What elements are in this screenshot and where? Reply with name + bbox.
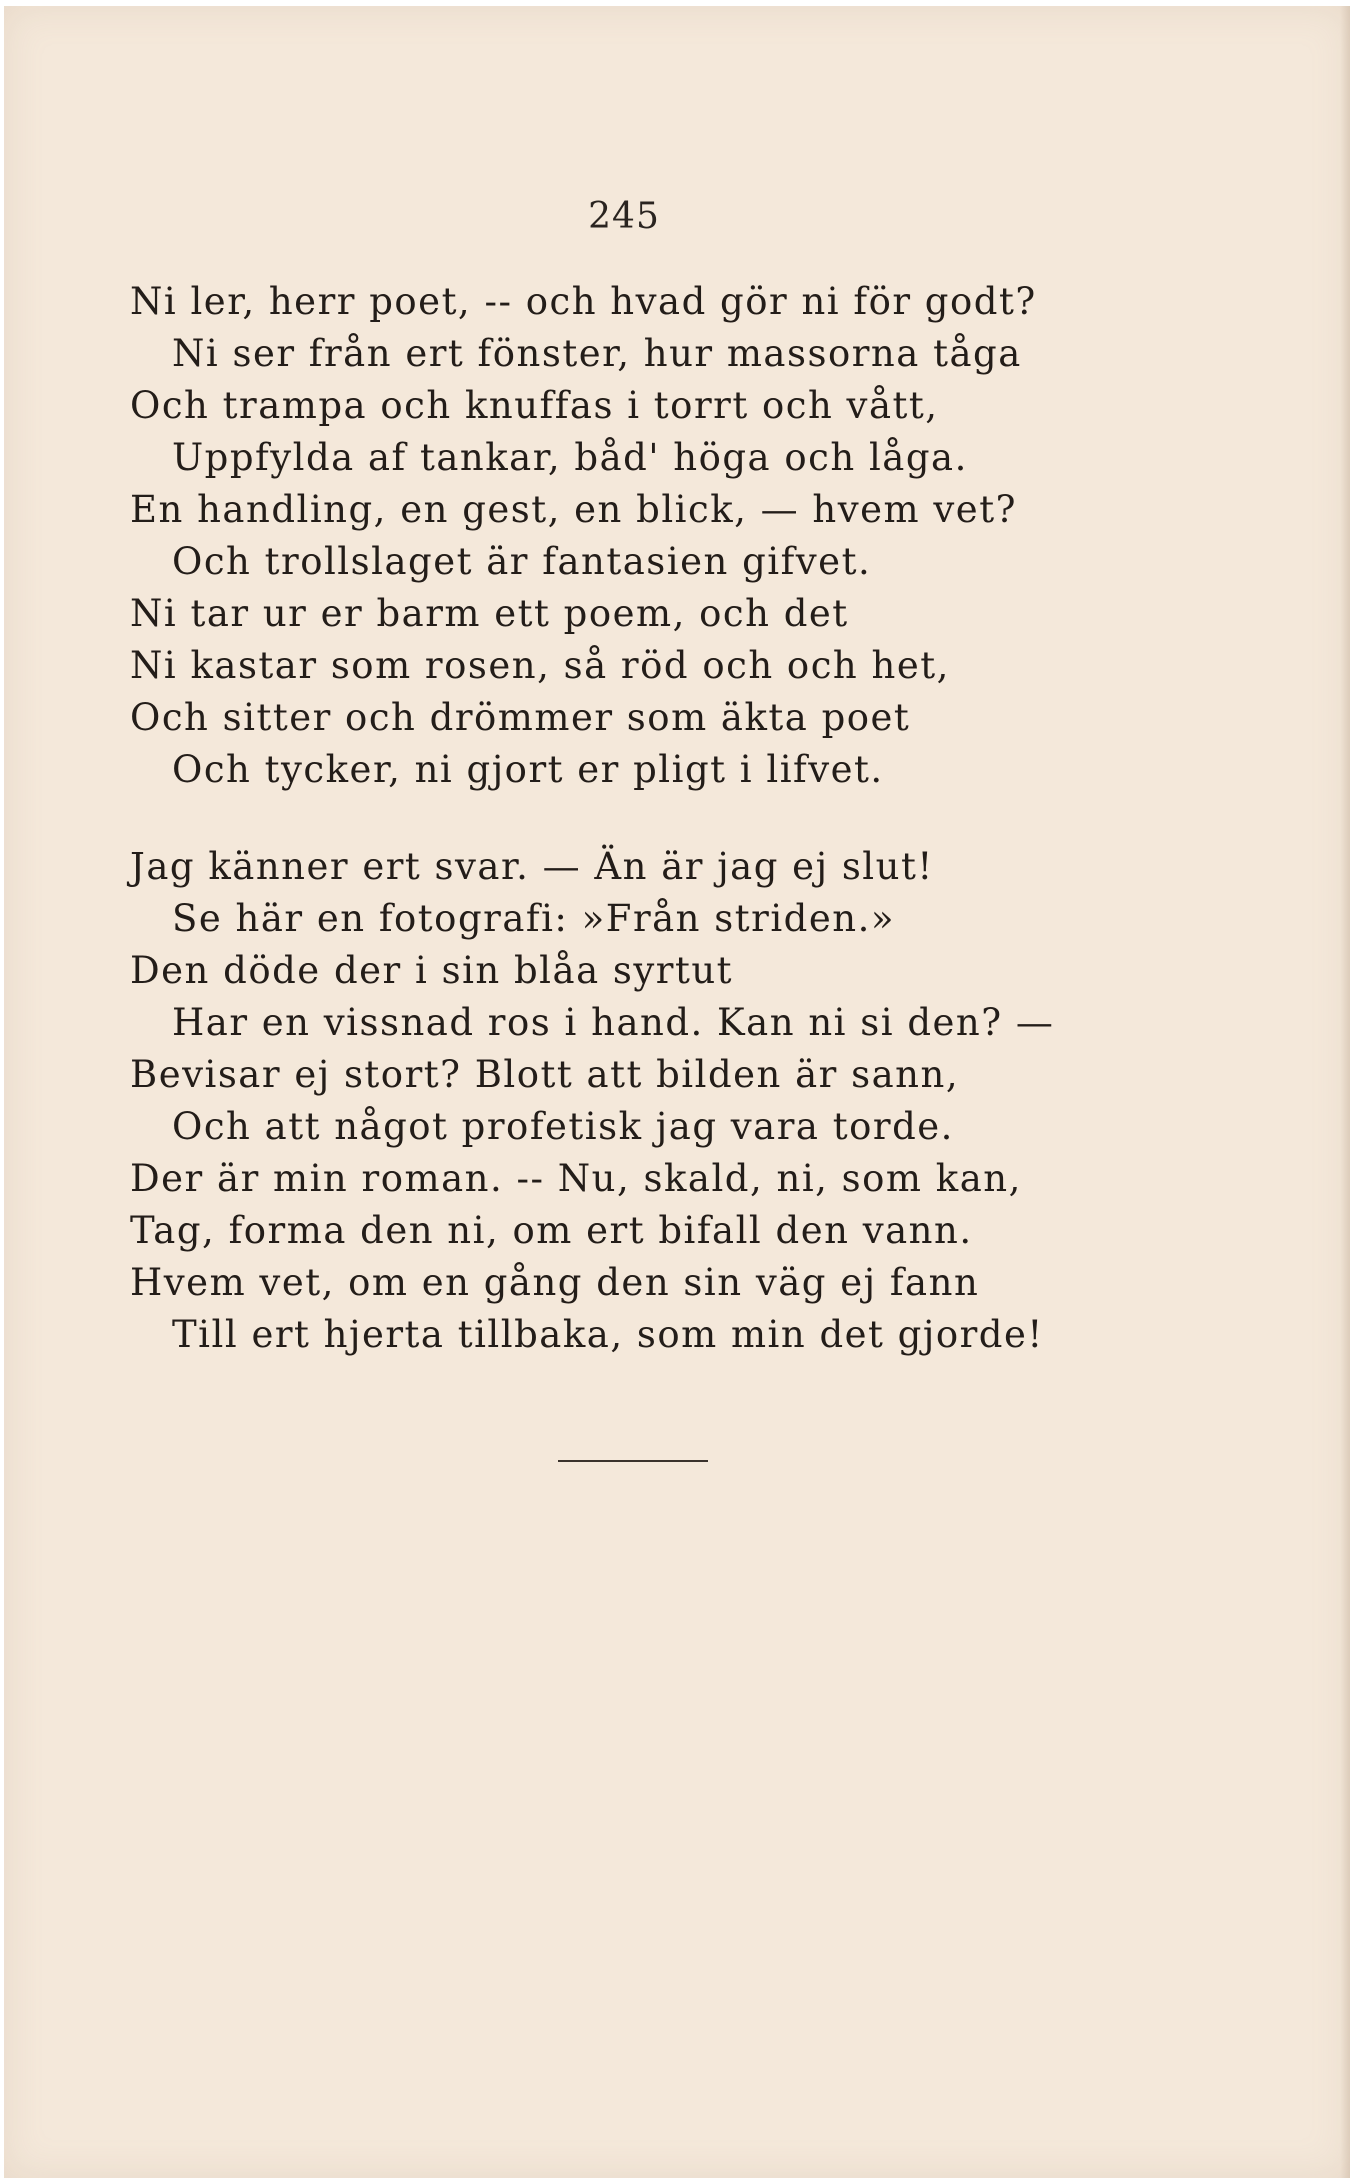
poem-line: Jag känner ert svar. — Än är jag ej slut! <box>130 845 934 888</box>
book-page <box>4 6 1350 2178</box>
poem-line: Ni kastar som rosen, så röd och och het, <box>130 644 950 687</box>
section-divider-rule <box>558 1460 708 1462</box>
poem-line: Ni tar ur er barm ett poem, och det <box>130 592 849 635</box>
poem-line: Ni ler, herr poet, -- och hvad gör ni för godt? <box>130 280 1037 323</box>
poem-line: Och tycker, ni gjort er pligt i lifvet. <box>172 748 884 791</box>
poem-line: Hvem vet, om en gång den sin väg ej fann <box>130 1261 980 1304</box>
poem-line: En handling, en gest, en blick, — hvem vet? <box>130 488 1017 531</box>
page-number: 245 <box>588 196 660 237</box>
page-edge-shadow <box>1340 6 1350 2178</box>
poem-line: Ni ser från ert fönster, hur massorna tåga <box>172 332 1022 375</box>
poem-stanza-1 <box>130 276 1037 796</box>
poem-line: Och trollslaget är fantasien gifvet. <box>172 540 872 583</box>
poem-line: Se här en fotografi: »Från striden.» <box>172 897 895 940</box>
poem-line: Och trampa och knuffas i torrt och vått, <box>130 384 939 427</box>
poem-line: Tag, forma den ni, om ert bifall den vann. <box>130 1209 973 1252</box>
poem-line: Den döde der i sin blåa syrtut <box>130 949 734 992</box>
poem-line: Der är min roman. -- Nu, skald, ni, som kan, <box>130 1157 1022 1200</box>
poem-line: Uppfylda af tankar, båd' höga och låga. <box>172 436 968 479</box>
poem-line: Har en vissnad ros i hand. Kan ni si den? — <box>172 1001 1055 1044</box>
poem-stanza-2 <box>130 841 1054 1361</box>
poem-line: Och att något profetisk jag vara torde. <box>172 1105 954 1148</box>
poem-line: Bevisar ej stort? Blott att bilden är sann, <box>130 1053 960 1096</box>
poem-line: Till ert hjerta tillbaka, som min det gjorde! <box>172 1313 1044 1356</box>
poem-line: Och sitter och drömmer som äkta poet <box>130 696 911 739</box>
